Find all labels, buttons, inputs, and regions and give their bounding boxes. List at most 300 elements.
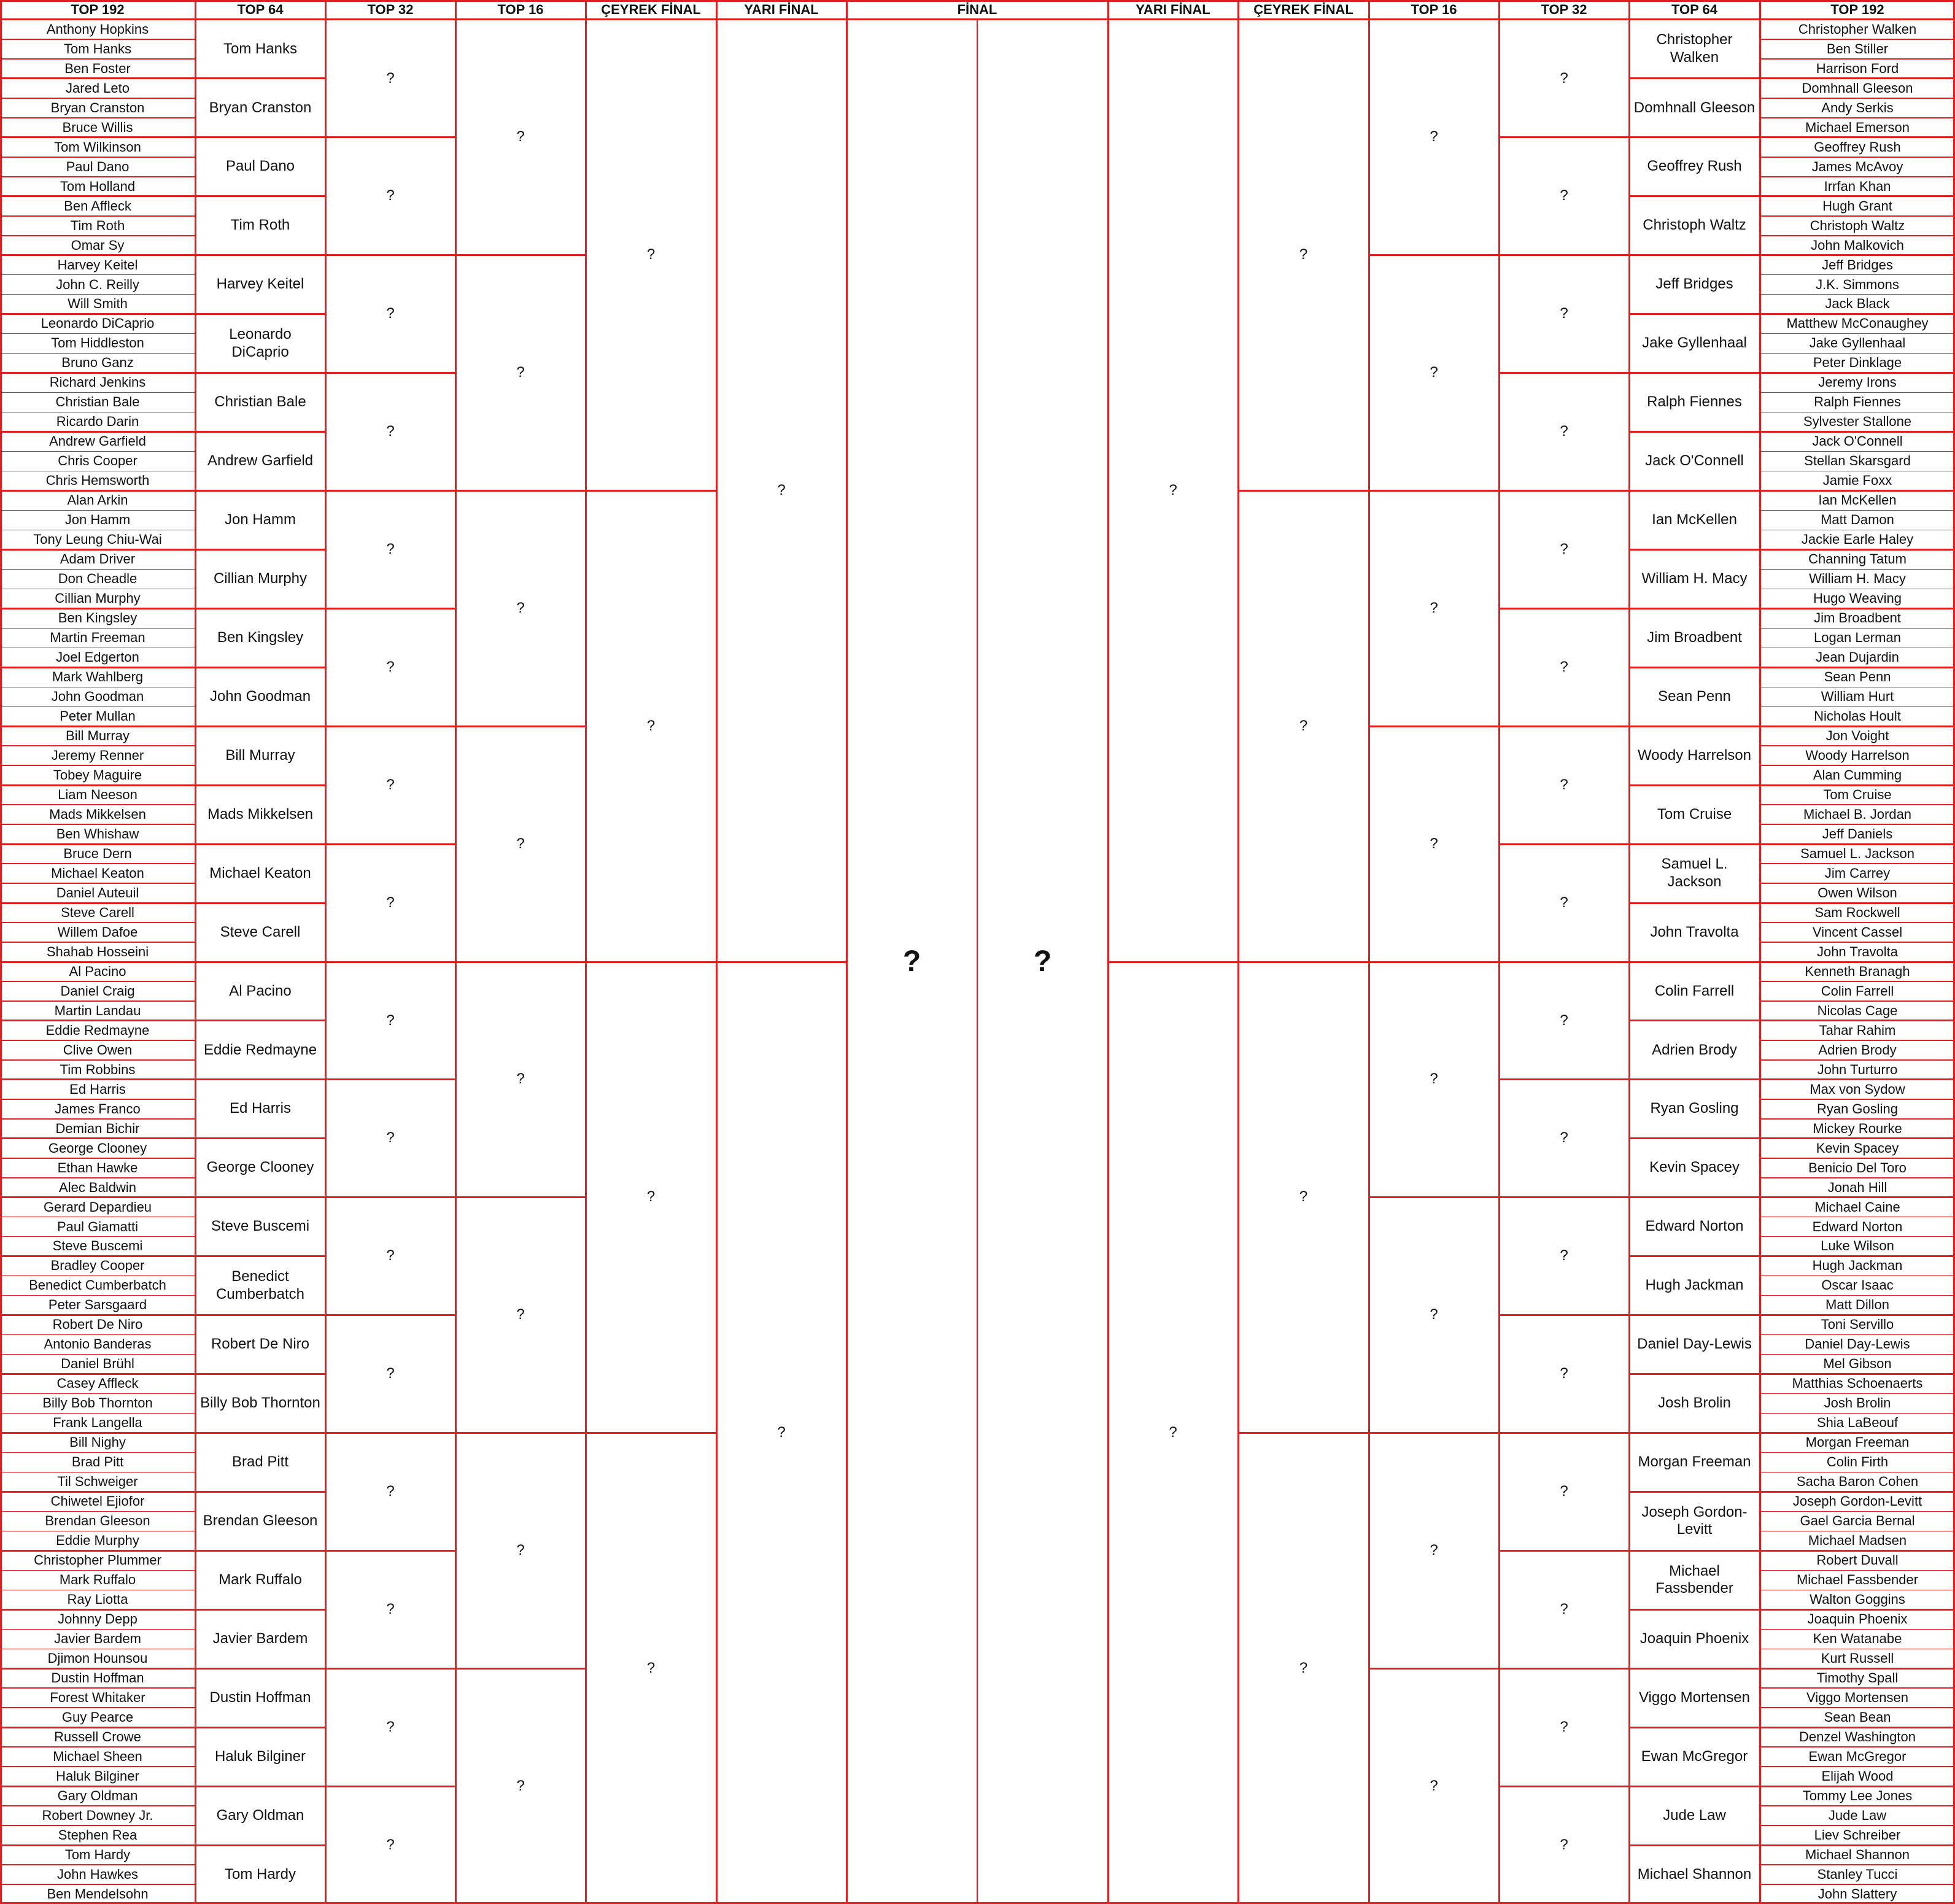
row-divider (1760, 1844, 1955, 1846)
row-divider (195, 195, 325, 197)
top32-slot: ? (1560, 1600, 1568, 1617)
row-divider (0, 1295, 195, 1296)
row-divider (1629, 549, 1760, 551)
row-divider (0, 1707, 195, 1708)
top32-slot: ? (1560, 423, 1568, 440)
top16-slot: ? (1430, 1777, 1438, 1794)
row-divider (0, 313, 195, 315)
column-header: YARI FİNAL (1136, 1, 1210, 17)
row-divider (0, 392, 195, 393)
row-divider (1760, 431, 1955, 433)
row-divider (1629, 902, 1760, 904)
row-divider (1760, 1472, 1955, 1473)
row-divider (325, 961, 455, 963)
row-divider (195, 784, 325, 786)
contestant-cell: Tim Roth (70, 217, 125, 233)
contestant-cell: Matthew McConaughey (1786, 315, 1929, 331)
row-divider (0, 1668, 195, 1670)
row-divider (1760, 784, 1955, 786)
column-divider (195, 0, 196, 1904)
contestant-cell: Mark Ruffalo (59, 1572, 136, 1588)
row-divider (1369, 1668, 1499, 1670)
row-divider (0, 1413, 195, 1414)
contestant-cell: Stellan Skarsgard (1804, 453, 1911, 469)
row-divider (1760, 843, 1955, 845)
row-divider (195, 1255, 325, 1257)
contestant-cell: Sean Penn (1824, 669, 1891, 685)
contestant-cell: Ben Whishaw (56, 826, 139, 842)
top16-slot: ? (516, 364, 525, 381)
row-divider (1629, 490, 1760, 492)
row-divider (1760, 1236, 1955, 1237)
top64-cell: Dustin Hoffman (209, 1689, 311, 1706)
row-divider (0, 922, 195, 923)
contestant-cell: Harvey Keitel (57, 257, 138, 273)
contestant-cell: Frank Langella (53, 1415, 142, 1431)
final-slot-left: ? (902, 945, 921, 978)
row-divider (0, 1275, 195, 1277)
row-divider (0, 530, 195, 531)
top64-cell: Viggo Mortensen (1638, 1689, 1750, 1706)
contestant-cell: John Hawkes (56, 1866, 139, 1882)
top16-slot: ? (516, 835, 525, 852)
row-divider (0, 1217, 195, 1218)
row-divider (1629, 784, 1760, 786)
row-divider (455, 254, 586, 256)
row-divider (1760, 1864, 1955, 1865)
top32-slot: ? (1560, 1836, 1568, 1853)
row-divider (195, 902, 325, 904)
top64-cell: Joaquin Phoenix (1639, 1630, 1749, 1647)
row-divider (1499, 1550, 1629, 1552)
top64-cell: Bill Murray (225, 746, 295, 764)
contestant-cell: Andrew Garfield (49, 433, 146, 449)
row-divider (0, 824, 195, 825)
row-divider (0, 333, 195, 335)
row-divider (0, 569, 195, 570)
row-divider (1760, 1746, 1955, 1747)
row-divider (1760, 490, 1955, 492)
column-header: TOP 192 (71, 1, 125, 17)
row-divider (0, 961, 195, 963)
row-divider (1760, 176, 1955, 177)
row-divider (0, 902, 195, 904)
row-divider (1760, 608, 1955, 610)
row-divider (1760, 1590, 1955, 1591)
contestant-cell: Colin Farrell (1821, 983, 1894, 999)
row-divider (0, 1864, 195, 1865)
top64-cell: Andrew Garfield (207, 452, 314, 470)
final-slot-right: ? (1033, 945, 1052, 978)
row-divider (1760, 39, 1955, 40)
top64-cell: Jim Broadbent (1647, 629, 1742, 646)
contestant-cell: Joaquin Phoenix (1807, 1611, 1908, 1627)
contestant-cell: John Turturro (1817, 1061, 1898, 1077)
row-divider (0, 765, 195, 766)
row-divider (1760, 58, 1955, 60)
row-divider (1760, 77, 1955, 79)
row-divider (1760, 1040, 1955, 1041)
row-divider (0, 39, 195, 40)
row-divider (325, 1314, 455, 1316)
row-divider (1760, 1158, 1955, 1159)
row-divider (195, 726, 325, 727)
contestant-cell: Djimon Hounsou (47, 1651, 148, 1666)
contestant-cell: James McAvoy (1811, 158, 1903, 174)
top32-slot: ? (386, 894, 395, 911)
row-divider (195, 1314, 325, 1316)
contestant-cell: Ray Liotta (67, 1592, 128, 1608)
row-divider (0, 1805, 195, 1806)
row-divider (0, 235, 195, 236)
top64-cell: Ian McKellen (1652, 511, 1737, 528)
contestant-cell: Max von Sydow (1810, 1081, 1905, 1097)
contestant-cell: Gerard Depardieu (43, 1199, 152, 1215)
row-divider (1760, 628, 1955, 629)
contestant-cell: Matt Dillon (1825, 1297, 1889, 1313)
column-divider (455, 0, 457, 1904)
contestant-cell: Johnny Depp (58, 1611, 137, 1627)
row-divider (1499, 1314, 1629, 1316)
top64-cell: Daniel Day-Lewis (1637, 1336, 1752, 1353)
contestant-cell: Steve Buscemi (52, 1238, 143, 1254)
row-divider (1499, 1786, 1629, 1787)
row-divider (325, 254, 455, 256)
top16-slot: ? (1430, 599, 1438, 616)
row-divider (195, 313, 325, 315)
row-divider (0, 1020, 195, 1021)
row-divider (0, 745, 195, 746)
row-divider (1629, 1609, 1760, 1611)
contestant-cell: Kevin Spacey (1816, 1140, 1899, 1156)
contestant-cell: Owen Wilson (1818, 884, 1897, 900)
top64-cell: John Goodman (209, 687, 311, 705)
row-divider (0, 981, 195, 982)
contestant-cell: Harrison Ford (1816, 60, 1899, 76)
contestant-cell: Liam Neeson (58, 786, 137, 802)
contestant-cell: Brad Pitt (71, 1454, 124, 1470)
contestant-cell: Michael Fassbender (1796, 1572, 1919, 1588)
row-divider (195, 1844, 325, 1846)
row-divider (1760, 1314, 1955, 1316)
top32-slot: ? (386, 1365, 395, 1382)
row-divider (455, 1432, 586, 1434)
top64-cell: Steve Buscemi (211, 1218, 310, 1235)
row-divider (1760, 1217, 1955, 1218)
row-divider (0, 1727, 195, 1728)
row-divider (325, 1786, 455, 1787)
row-divider (195, 1550, 325, 1552)
top64-cell: Sean Penn (1658, 687, 1731, 705)
contestant-cell: Michael B. Jordan (1803, 806, 1912, 822)
top16-slot: ? (516, 1070, 525, 1088)
contestant-cell: Vincent Cassel (1812, 924, 1903, 940)
top64-cell: Tom Hardy (224, 1865, 296, 1883)
contestant-cell: Jared Leto (66, 80, 130, 96)
row-divider (0, 1786, 195, 1787)
row-divider (1760, 254, 1955, 256)
row-divider (1760, 1550, 1955, 1552)
contestant-cell: Gary Oldman (57, 1787, 138, 1803)
contestant-cell: Daniel Auteuil (56, 884, 139, 900)
row-divider (0, 353, 195, 354)
contestant-cell: Channing Tatum (1808, 551, 1907, 567)
row-divider (0, 1609, 195, 1611)
contestant-cell: Paul Dano (66, 158, 130, 174)
contestant-cell: Bruce Dern (63, 845, 132, 861)
row-divider (1760, 745, 1955, 746)
contestant-cell: Jonah Hill (1827, 1179, 1887, 1195)
contestant-cell: Michael Caine (1814, 1199, 1900, 1215)
row-divider (1760, 902, 1955, 904)
top16-slot: ? (516, 1306, 525, 1323)
row-divider (0, 549, 195, 551)
column-header: ÇEYREK FİNAL (1253, 1, 1353, 17)
contestant-cell: Christopher Plummer (34, 1552, 161, 1568)
top64-cell: Domhnall Gleeson (1633, 99, 1756, 116)
top16-slot: ? (1430, 128, 1438, 145)
contestant-cell: Mark Wahlberg (52, 669, 144, 685)
top64-cell: Mads Mikkelsen (207, 805, 314, 822)
contestant-cell: Jon Voight (1825, 728, 1889, 744)
row-divider (0, 883, 195, 884)
row-divider (1369, 1196, 1499, 1198)
quarterfinal-slot: ? (1299, 1188, 1308, 1205)
row-divider (1499, 608, 1629, 610)
row-divider (1760, 981, 1955, 982)
row-divider (1760, 98, 1955, 99)
row-divider (1760, 549, 1955, 551)
row-divider (1760, 294, 1955, 295)
top32-slot: ? (386, 658, 395, 675)
top64-cell: Al Pacino (229, 982, 292, 999)
contestant-cell: Domhnall Gleeson (1802, 80, 1913, 96)
row-divider (195, 1137, 325, 1139)
row-divider (1760, 1766, 1955, 1767)
top16-slot: ? (1430, 1541, 1438, 1558)
row-divider (195, 961, 325, 963)
top64-cell: Ewan McGregor (1641, 1747, 1748, 1765)
contestant-cell: John Malkovich (1811, 237, 1904, 253)
row-divider (1629, 254, 1760, 256)
top32-slot: ? (1560, 1483, 1568, 1500)
contestant-cell: Bill Nighy (69, 1434, 126, 1450)
column-header: ÇEYREK FİNAL (601, 1, 701, 17)
contestant-cell: John C. Reilly (56, 276, 139, 292)
row-divider (1629, 136, 1760, 138)
column-divider (1237, 0, 1239, 1904)
contestant-cell: Logan Lerman (1814, 630, 1901, 646)
top64-cell: Mark Ruffalo (219, 1571, 302, 1588)
row-divider (0, 1118, 195, 1120)
row-divider (1499, 843, 1629, 845)
contestant-cell: Ian McKellen (1818, 492, 1897, 508)
row-divider (0, 176, 195, 177)
row-divider (0, 804, 195, 805)
contestant-cell: Tobey Maguire (53, 767, 142, 783)
contestant-cell: Sam Rockwell (1814, 904, 1900, 920)
semifinal-slot: ? (777, 1424, 786, 1441)
row-divider (1760, 1373, 1955, 1375)
top64-cell: George Clooney (206, 1159, 314, 1176)
contestant-cell: Bill Murray (66, 728, 130, 744)
quarterfinal-slot: ? (1299, 246, 1308, 263)
contestant-cell: Martin Landau (54, 1002, 141, 1018)
row-divider (0, 1570, 195, 1571)
top64-cell: Ralph Fiennes (1647, 393, 1742, 411)
contestant-cell: Tom Holland (60, 178, 136, 194)
row-divider (1760, 1668, 1955, 1670)
row-divider (0, 372, 195, 374)
semifinal-slot: ? (777, 482, 786, 499)
row-divider (1629, 726, 1760, 727)
contestant-cell: Joel Edgerton (56, 649, 139, 665)
contestant-cell: Forest Whitaker (50, 1690, 145, 1705)
top64-cell: Bryan Cranston (209, 99, 312, 116)
row-divider (1760, 1099, 1955, 1100)
top32-slot: ? (386, 1247, 395, 1264)
row-divider (1629, 1255, 1760, 1257)
row-divider (1238, 1432, 1369, 1434)
row-divider (455, 1196, 586, 1198)
row-divider (195, 843, 325, 845)
contestant-cell: Michael Emerson (1805, 119, 1910, 135)
row-divider (1760, 530, 1955, 531)
top64-cell: Leonardo DiCaprio (229, 325, 292, 360)
top64-cell: Jack O'Connell (1645, 452, 1744, 470)
row-divider (195, 372, 325, 374)
row-divider (0, 608, 195, 610)
row-divider (1369, 1432, 1499, 1434)
contestant-cell: Jude Law (1828, 1807, 1887, 1823)
column-header: FİNAL (957, 1, 997, 17)
row-divider (0, 1334, 195, 1336)
top64-cell: Christopher Walken (1656, 31, 1733, 66)
row-divider (195, 1196, 325, 1198)
contestant-cell: Richard Jenkins (49, 374, 146, 390)
contestant-cell: Jeremy Irons (1818, 374, 1897, 390)
row-divider (1629, 77, 1760, 79)
contestant-cell: Antonio Banderas (44, 1336, 152, 1352)
row-divider (195, 1373, 325, 1375)
contestant-cell: Ben Mendelsohn (47, 1886, 149, 1902)
contestant-cell: Daniel Day-Lewis (1805, 1336, 1910, 1352)
row-divider (1629, 1727, 1760, 1728)
row-divider (1760, 1649, 1955, 1650)
frame-left (0, 0, 2, 1904)
row-divider (1238, 490, 1369, 492)
top64-cell: Brendan Gleeson (203, 1512, 318, 1529)
top32-slot: ? (386, 1129, 395, 1147)
contestant-cell: Tahar Rahim (1819, 1022, 1896, 1038)
contestant-cell: Robert Downey Jr. (42, 1807, 153, 1823)
row-divider (1760, 313, 1955, 315)
top64-cell: Haluk Bilginer (214, 1747, 306, 1765)
column-divider (1628, 0, 1630, 1904)
row-divider (0, 157, 195, 158)
contestant-cell: Ewan McGregor (1808, 1748, 1907, 1764)
contestant-cell: Tom Hanks (63, 41, 132, 56)
contestant-cell: Stanley Tucci (1817, 1866, 1898, 1882)
row-divider (0, 589, 195, 590)
top64-cell: Jon Hamm (224, 511, 296, 528)
row-divider (0, 1236, 195, 1237)
top64-cell: Michael Fassbender (1655, 1562, 1733, 1597)
contestant-cell: Nicholas Hoult (1814, 708, 1901, 724)
column-header: TOP 64 (1671, 1, 1717, 17)
contestant-cell: Til Schweiger (57, 1474, 138, 1490)
top32-slot: ? (1560, 1012, 1568, 1029)
row-divider (1760, 804, 1955, 805)
top32-slot: ? (1560, 658, 1568, 675)
contestant-cell: J.K. Simmons (1816, 276, 1899, 292)
row-divider (0, 1099, 195, 1100)
row-divider (1499, 1668, 1629, 1670)
row-divider (1369, 726, 1499, 727)
row-divider (0, 412, 195, 413)
top32-slot: ? (1560, 1129, 1568, 1147)
row-divider (1760, 942, 1955, 943)
contestant-cell: Javier Bardem (54, 1631, 141, 1647)
contestant-cell: Jamie Foxx (1822, 473, 1892, 489)
row-divider (1760, 353, 1955, 354)
row-divider (1760, 1884, 1955, 1885)
top64-cell: Cillian Murphy (213, 570, 308, 587)
contestant-cell: Jim Broadbent (1814, 610, 1901, 626)
row-divider (1499, 961, 1629, 963)
row-divider (195, 1727, 325, 1728)
top32-slot: ? (386, 1012, 395, 1029)
row-divider (1760, 1000, 1955, 1002)
row-divider (0, 1040, 195, 1041)
top64-cell: Robert De Niro (211, 1336, 310, 1353)
row-divider (0, 215, 195, 217)
contestant-cell: Daniel Brühl (61, 1356, 134, 1372)
row-divider (1629, 667, 1760, 668)
contestant-cell: John Goodman (51, 689, 144, 705)
row-divider (325, 136, 455, 138)
row-divider (1369, 961, 1499, 963)
contestant-cell: Ryan Gosling (1816, 1101, 1899, 1116)
row-divider (1629, 608, 1760, 610)
row-divider (0, 1000, 195, 1002)
top64-cell: Ben Kingsley (217, 629, 304, 646)
row-divider (1760, 136, 1955, 138)
row-divider (195, 1432, 325, 1434)
contestant-cell: William Hurt (1821, 689, 1894, 705)
row-divider (1629, 961, 1760, 963)
row-divider (455, 961, 586, 963)
contestant-cell: Will Smith (68, 296, 128, 312)
top64-cell: John Travolta (1650, 923, 1739, 940)
row-divider (1629, 313, 1760, 315)
top64-cell: Steve Carell (220, 923, 301, 940)
row-divider (0, 1137, 195, 1139)
row-divider (716, 961, 846, 963)
top32-slot: ? (1560, 1247, 1568, 1264)
top16-slot: ? (516, 1541, 525, 1558)
row-divider (0, 490, 195, 492)
row-divider (0, 1158, 195, 1159)
top64-cell: Benedict Cumberbatch (215, 1267, 305, 1302)
contestant-cell: Peter Sarsgaard (48, 1297, 147, 1313)
row-divider (0, 1196, 195, 1198)
row-divider (1629, 431, 1760, 433)
row-divider (1760, 1354, 1955, 1355)
contestant-cell: Ben Affleck (64, 198, 131, 214)
row-divider (325, 1550, 455, 1552)
contestant-cell: Ed Harris (69, 1081, 126, 1097)
